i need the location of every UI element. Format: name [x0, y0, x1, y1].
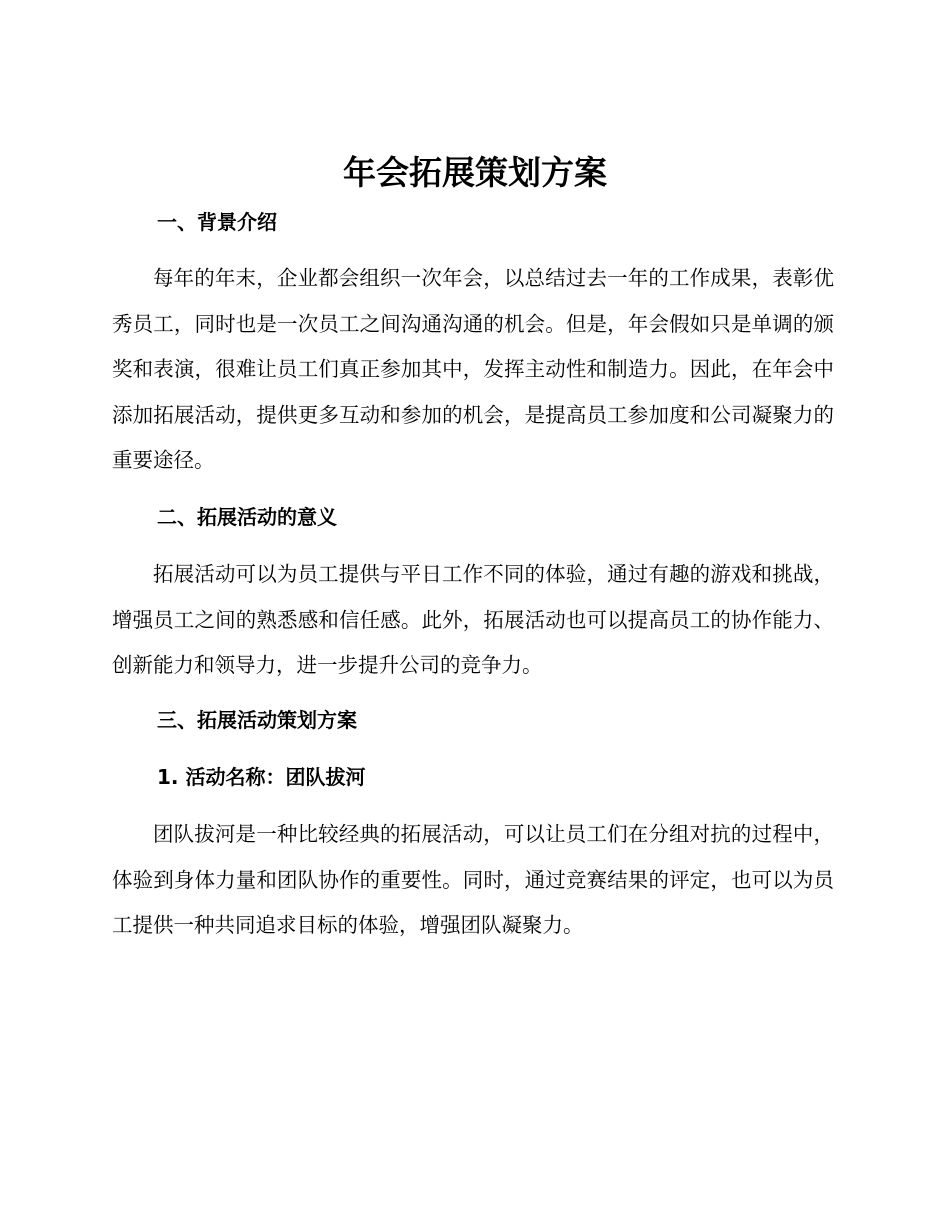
paragraph-significance: 拓展活动可以为员工提供与平日工作不同的体验，通过有趣的游戏和挑战，增强员工之间的熟悉感和信任感。此外，拓展活动也可以提高员工的协作能力、创新能力和领导力，进一步提升公司的竞争力。 — [112, 562, 834, 677]
paragraph-background: 每年的年末，企业都会组织一次年会，以总结过去一年的工作成果，表彰优秀员工，同时也是一次员工之间沟通沟通的机会。但是，年会假如只是单调的颁奖和表演，很难让员工们真正参加其中，发挥主动性和制造力。因此，在年会中添加拓展活动，提供更多互动和参加的机会，是提高员工参加度和公司凝聚力的重要途径。 — [112, 266, 834, 472]
document-title: 年会拓展策划方案 — [343, 153, 607, 192]
section-heading-plan: 三、拓展活动策划方案 — [157, 708, 357, 732]
paragraph-tug-of-war: 团队拔河是一种比较经典的拓展活动，可以让员工们在分组对抗的过程中，体验到身体力量和团队协作的重要性。同时，通过竞赛结果的评定，也可以为员工提供一种共同追求目标的体验，增强团队凝聚力。 — [112, 822, 834, 937]
subheading-activity-name: 1. 活动名称：团队拔河 — [157, 765, 366, 789]
section-heading-background: 一、背景介绍 — [157, 210, 277, 234]
section-heading-significance: 二、拓展活动的意义 — [157, 505, 337, 529]
